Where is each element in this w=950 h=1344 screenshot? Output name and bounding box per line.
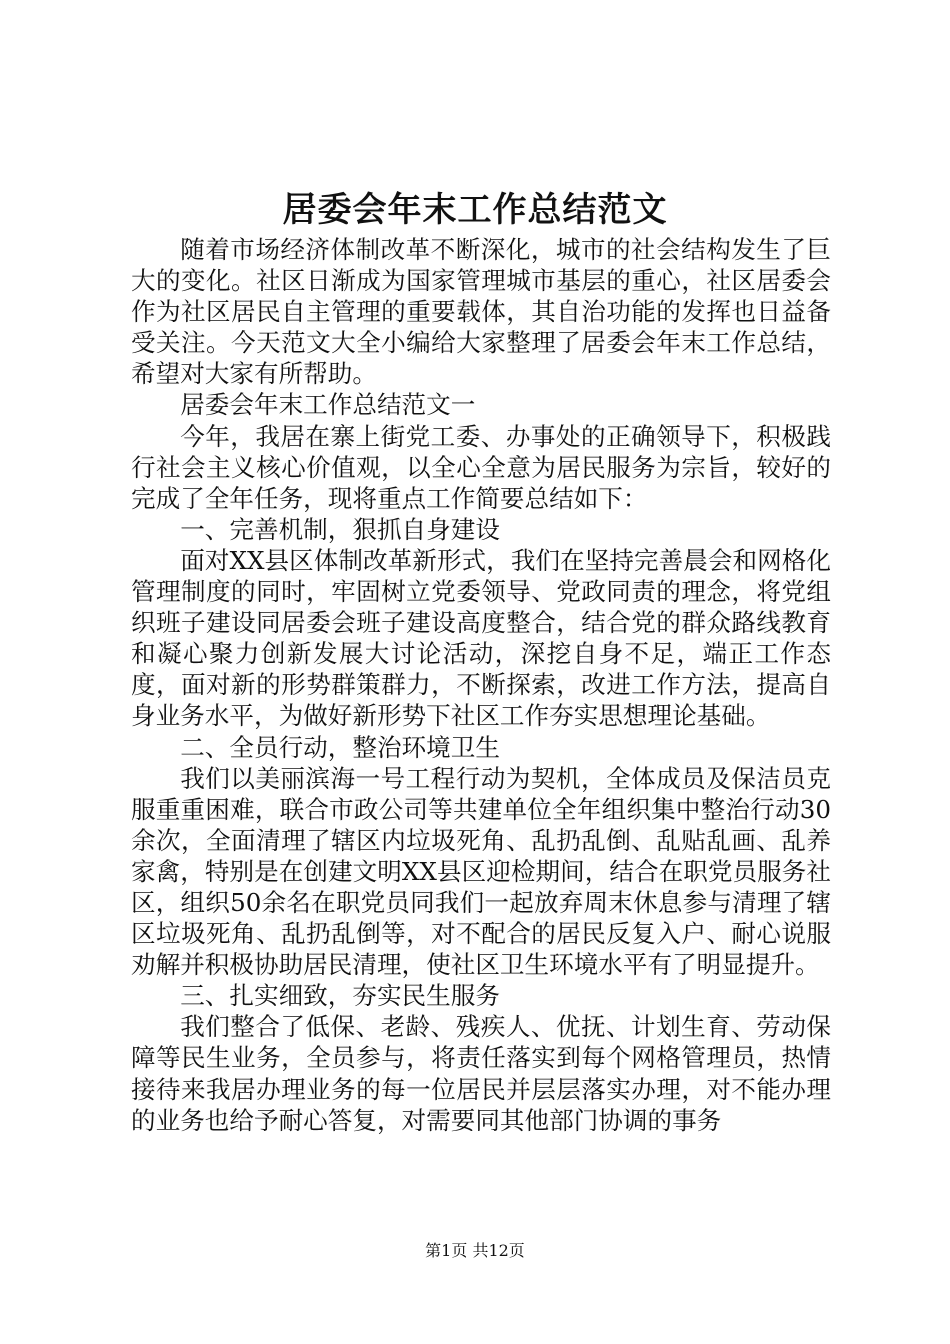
paragraph-overview: 今年，我居在寨上街党工委、办事处的正确领导下，积极践行社会主义核心价值观，以全心全意为居民服务为宗旨，较好的完成了全年任务，现将重点工作简要总结如下： [131,421,831,513]
paragraph-section-1: 面对XX县区体制改革新形式，我们在坚持完善晨会和网格化管理制度的同时，牢固树立党委领导、党政同责的理念，将党组织班子建设同居委会班子建设高度整合，结合党的群众路线教育和凝心聚力创新发展大讨论活动，深挖自身不足，端正工作态度，面对新的形势群策群力，不断探索，改进工作方法，提高自身业务水平，为做好新形势下社区工作夯实思想理论基础。 [131,545,831,731]
document-body [131,234,831,1136]
paragraph-section-3: 我们整合了低保、老龄、残疾人、优抚、计划生育、劳动保障等民生业务，全员参与，将责任落实到每个网格管理员，热情接待来我居办理业务的每一位居民并层层落实办理，对不能办理的业务也给予耐心答复，对需要同其他部门协调的事务 [131,1012,831,1135]
paragraph-intro: 随着市场经济体制改革不断深化，城市的社会结构发生了巨大的变化。社区日渐成为国家管理城市基层的重心，社区居委会作为社区居民自主管理的重要载体，其自治功能的发挥也日益备受关注。今天范文大全小编给大家整理了居委会年末工作总结，希望对大家有所帮助。 [131,235,831,389]
section-heading-1: 一、完善机制，狠抓自身建设 [180,514,500,544]
paragraph-section-2: 我们以美丽滨海一号工程行动为契机，全体成员及保洁员克服重重困难，联合市政公司等共建单位全年组织集中整治行动30余次，全面清理了辖区内垃圾死角、乱扔乱倒、乱贴乱画、乱养家禽，特别是在创建文明XX县区迎检期间，结合在职党员服务社区，组织50余名在职党员同我们一起放弃周末休息参与清理了辖区垃圾死角、乱扔乱倒等，对不配合的居民反复入户、耐心说服劝解并积极协助居民清理，使社区卫生环境水平有了明显提升。 [131,763,831,980]
document-title: 居委会年末工作总结范文 [282,190,668,230]
page-footer: 第1页 共12页 [425,1241,525,1260]
paragraph-subtitle: 居委会年末工作总结范文一 [180,390,476,420]
section-heading-2: 二、全员行动，整治环境卫生 [180,732,500,762]
section-heading-3: 三、扎实细致，夯实民生服务 [180,981,500,1011]
